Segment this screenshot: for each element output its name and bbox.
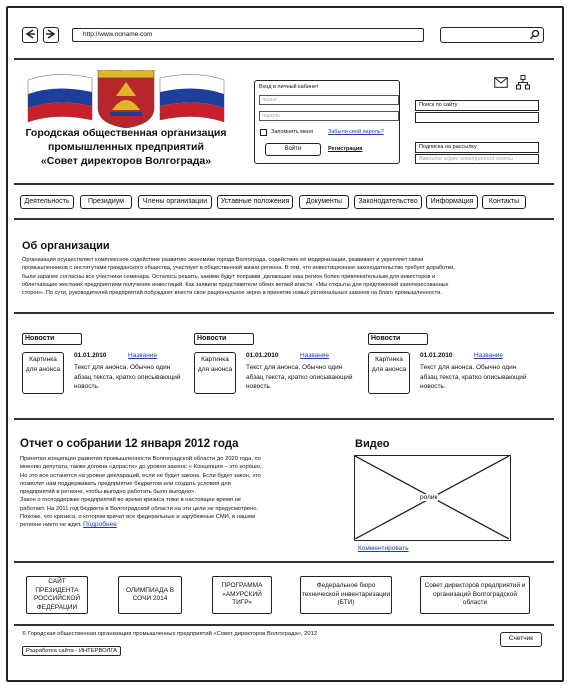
video-heading: Видео (355, 438, 390, 450)
banner-president[interactable]: САЙТ ПРЕЗИДЕНТА РОССИЙСКОЙ ФЕДЕРАЦИИ (26, 576, 88, 614)
news-text: Текст для анонса. Обычно один абзац текста, кратко описывающий новость. (246, 364, 353, 390)
comment-link[interactable]: Комментировать (358, 545, 409, 552)
news-column-3 (368, 333, 528, 401)
news-title-link[interactable]: Название (474, 352, 504, 359)
subscribe-box (415, 142, 539, 164)
menu-bottom-divider (14, 218, 554, 220)
menu-item-contacts[interactable]: Контакты (482, 195, 526, 209)
about-heading: Об организации (22, 240, 110, 252)
logo-flags-emblem (26, 70, 226, 128)
password-input[interactable]: пароль (259, 111, 399, 121)
copyright: © Городская общественная организация промышленных предприятий «Совет директоров Волгограда», 2012 (22, 631, 318, 637)
about-text: Организация осуществляет комплексное содействие развитию экономики города Волгограда, содействие её модернизации, развивает и укрепляет связи промышленников с институтами гражданского общества, участвует в общественной жизни региона. В том, что инвестиционное законодательство требует доработки, были заранее согласны все участники семинара. Осталось решить, какими будут поправки, делающие наш регион более привлекательным для инвесторов и облегчающие жесткиих предприятиям получение инвестиций. Как заявили представители обеих ветвей власти: «Мы открыты для предложений заинтересованных сторон». По сути, руководителей предприятий побуждают внести свое рациональное зерно в принятие новых региональных законов на благо промышленности. (22, 257, 455, 297)
org-title: Городская общественная организация промышленных предприятий «Совет директоров Волгограда» (25, 127, 227, 167)
news-title-link[interactable]: Название (300, 352, 330, 359)
menu-item-documents[interactable]: Документы (299, 195, 349, 209)
banner-amur-tiger[interactable]: ПРОГРАММА «АМУРСКИЙ ТИГР» (212, 576, 272, 614)
register-link[interactable]: Регистрация (328, 146, 363, 152)
forward-arrow-icon (45, 28, 57, 40)
report-heading: Отчет о собрании 12 января 2012 года (20, 438, 239, 450)
news-text: Текст для анонса. Обычно один абзац текста, кратко описывающий новость. (74, 364, 181, 390)
menu-item-statute[interactable]: Уставные положения (217, 195, 293, 209)
banner-bti[interactable]: Федеральное бюро технической инвентаризации (БТИ) (300, 576, 392, 614)
developer-link[interactable]: Разработка сайта - ИНТЕРВОЛГА (22, 646, 121, 656)
news-date: 01.01.2010 (420, 352, 453, 359)
site-search (415, 100, 539, 123)
news-image[interactable]: Картинка для анонса (22, 352, 64, 394)
news-column-2 (194, 333, 354, 401)
site-search-input[interactable] (415, 112, 539, 123)
login-panel (254, 80, 400, 164)
login-title: Вход в личный кабинет (259, 84, 319, 90)
remember-label: Запомнить меня (271, 129, 314, 135)
address-bar[interactable]: http://www.noname.com (72, 28, 424, 42)
sitemap-icon[interactable] (516, 75, 530, 90)
banner-council[interactable]: Совет директоров предприятий и организаций Волгоградской области (420, 576, 530, 614)
news-heading: Новости (194, 333, 254, 345)
forgot-password-link[interactable]: Забыли свой пароль? (328, 129, 384, 135)
remember-checkbox[interactable] (260, 129, 267, 136)
menu-item-presidium[interactable]: Президиум (80, 195, 132, 209)
news-title-link[interactable]: Название (128, 352, 158, 359)
about-divider (14, 312, 554, 314)
banners-divider (14, 561, 554, 563)
menu-item-members[interactable]: Члены организации (138, 195, 212, 209)
counter-widget[interactable]: Счетчик (500, 632, 542, 647)
header-icons (486, 74, 538, 92)
menu-top-divider (14, 183, 554, 185)
back-button[interactable] (22, 27, 38, 43)
menu-item-information[interactable]: Информация (426, 195, 478, 209)
news-column-1 (22, 333, 182, 401)
login-button[interactable]: Войти (265, 143, 321, 156)
news-divider (14, 418, 554, 420)
city-emblem-icon (98, 70, 154, 128)
news-text: Текст для анонса. Обычно один абзац текста, кратко описывающий новость. (420, 364, 527, 390)
subscribe-email-input[interactable]: Введите адрес электронной почты (415, 154, 539, 164)
video-player[interactable] (354, 455, 511, 541)
main-menu (20, 195, 550, 209)
more-link[interactable]: Подробнее (83, 521, 117, 529)
header-divider (14, 58, 554, 60)
news-image[interactable]: Картинка для анонса (194, 352, 236, 394)
news-image[interactable]: Картинка для анонса (368, 352, 410, 394)
report-text: Принятая концепция развития промышленности Волгоградской области до 2020 года, по мнению депутата, также должна «дорасти» до уровня закона: « Концепция – это хорошо. Но это все останется на уровне деклараций, если не будет закона. Если будет закон, это позволит нам поддерживать предприятие бюджетом или создать условия для предприятий в регионе, чтобы выгодно работать было выгодно». Закон о господдержке предприятий во время кризиса тоже в настоящее время не работает. На 2011 год бюджета в Волгоградской области на эти цели не предусмотрено. Похоже, что кризиса, о котором кричат все федеральные и зарубежные СМИ, в нашем регионе никто не ждет. Подробнее (20, 456, 262, 529)
menu-item-activity[interactable]: Деятельность (20, 195, 74, 209)
forward-button[interactable] (43, 27, 59, 43)
news-date: 01.01.2010 (246, 352, 279, 359)
banner-olympics[interactable]: ОЛИМПИАДА В СОЧИ 2014 (118, 576, 182, 614)
site-search-label: Поиск по сайту (415, 100, 539, 111)
news-heading: Новости (368, 333, 428, 345)
magnifier-icon[interactable] (529, 29, 540, 40)
menu-item-legislation[interactable]: Законодательство (354, 195, 422, 209)
video-label: ролик (420, 494, 438, 501)
news-date: 01.01.2010 (74, 352, 107, 359)
footer-divider (14, 624, 554, 626)
subscribe-label: Подписка на рассылку (415, 142, 539, 153)
login-input[interactable]: логин (259, 95, 399, 105)
mail-icon[interactable] (494, 77, 508, 88)
browser-search-field[interactable] (440, 27, 544, 43)
news-heading: Новости (22, 333, 82, 345)
back-arrow-icon (24, 28, 36, 40)
